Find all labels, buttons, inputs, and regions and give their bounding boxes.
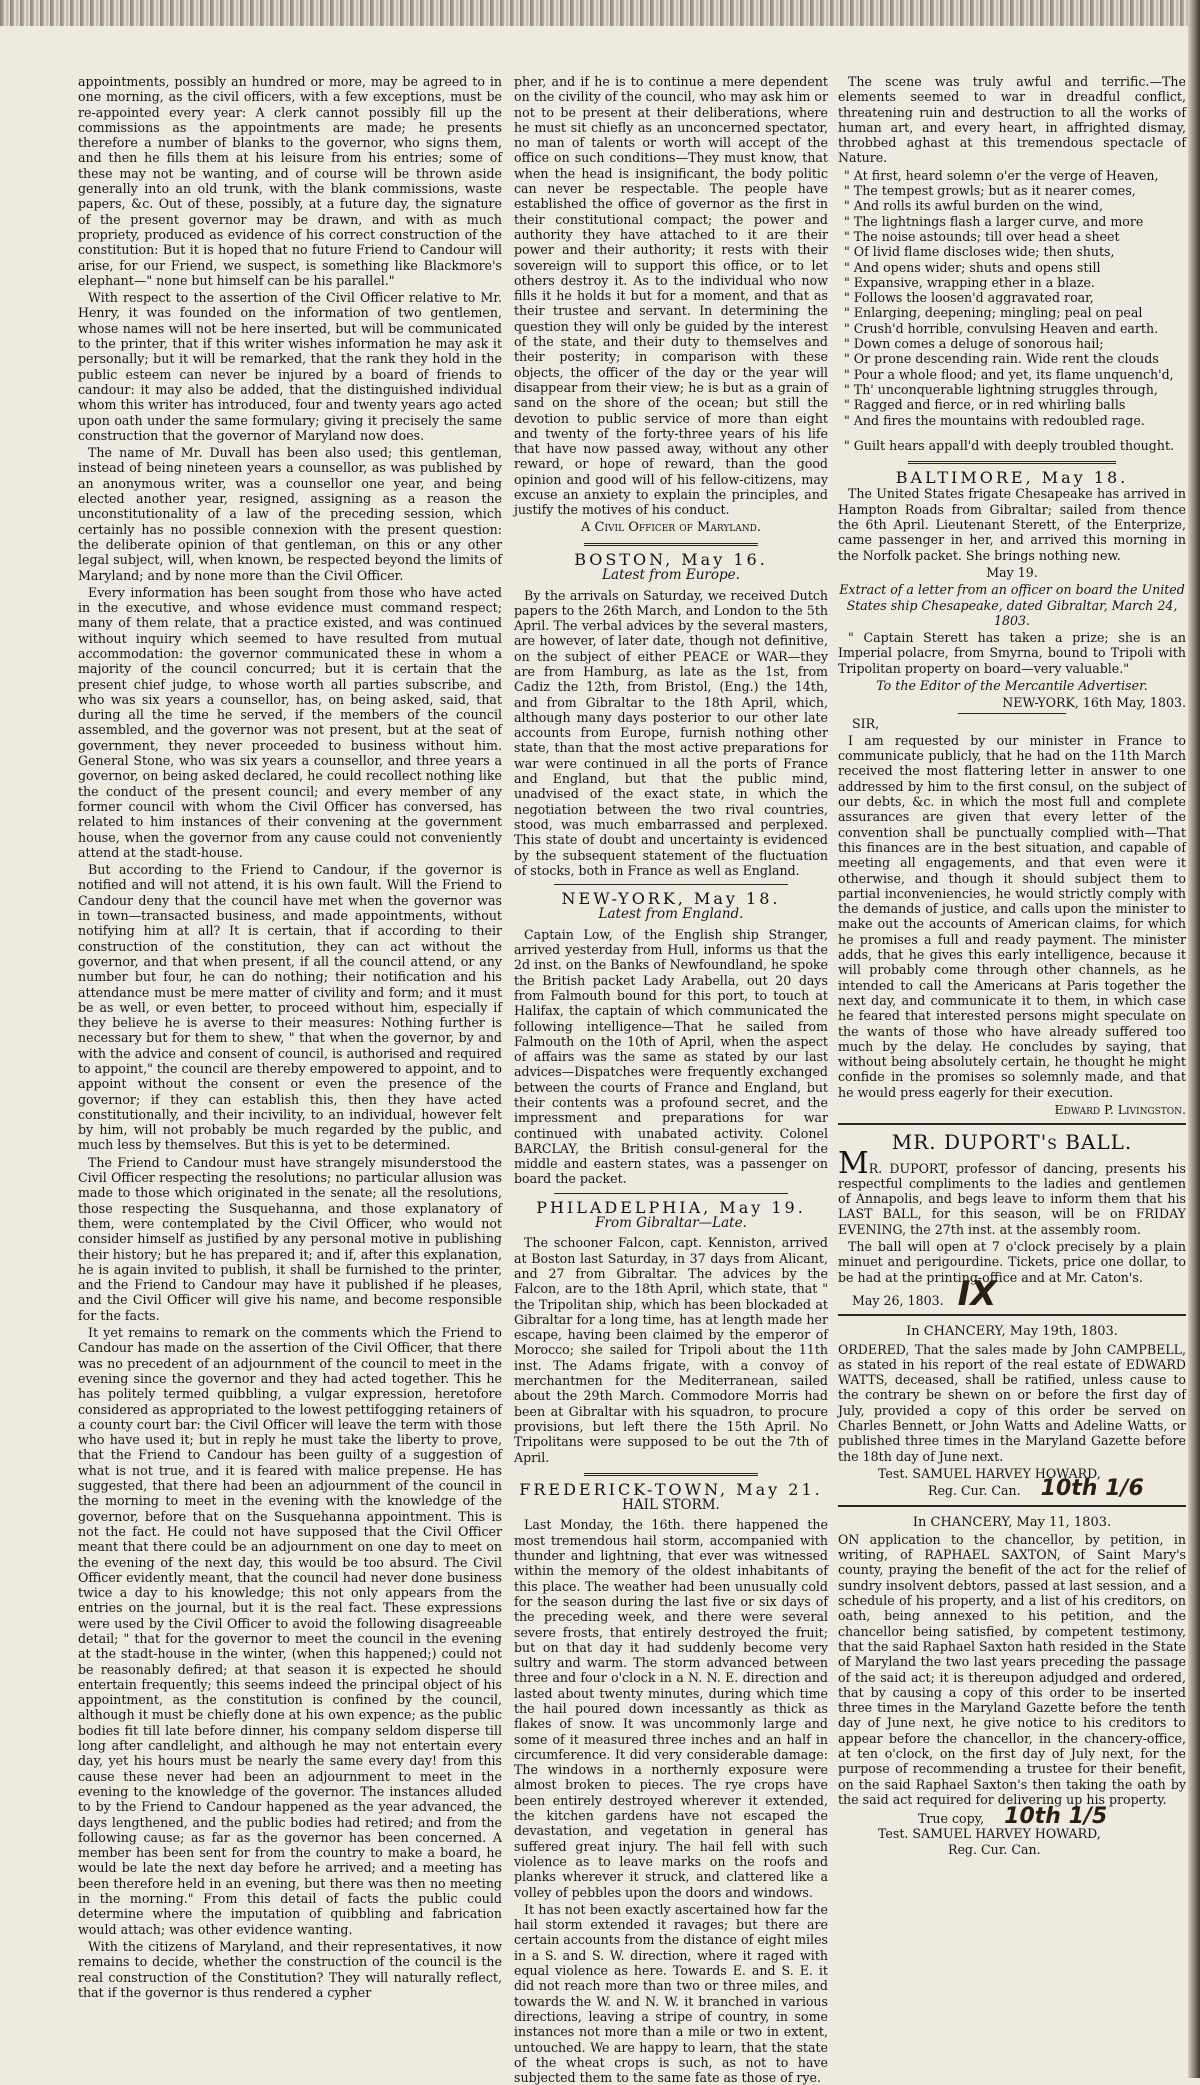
extract-title: Extract of a letter from an officer on board the United States ship Chesapeake, dated Gibraltar, March 24, 1803. [839, 582, 1185, 628]
article-paragraph: The Friend to Candour must have strangely misunderstood the Civil Officer respecting the resolutions; no particular allusion was made to those which originated in the senate; all the resolutions, those respecting the Susquehanna, and those explanatory of them, were contemplated by the Civil Officer, who would not consider himself as justified by any personal motive in publishing their history; but he has prepared it; and if, after this explanation, he is again invited to publish, it shall be furnished to the printer, and the Friend to Candour may have it published if he pleases, and the Civil Officer will give his name, and become responsible for the facts. [78, 1154, 502, 1323]
article-paragraph: Every information has been sought from those who have acted in the executive, and whose evidence must command respect; many of them relate, that a practice existed, and was continued without inquiry which seemed to have resulted from mutual accommodation: the governor communicated these in whom a majority of the council concurred; but it is certain that the present chief judge, to whose worth all parties subscribe, and who was six years a counsellor, has, on being asked, said, that during all the time he served, if the members of the council assembled, and the governor was not present, but at the seat of government, they never proceeded to business without him. General Stone, who was six years a counsellor, and three years a governor, on being asked declared, he could recollect nothing like the conduct of the present council; and every member of any former council with whom the Civil Officer has conversed, has related to him instances of their convening at the government house, when the governor from any cause could not conveniently attend at the stadt-house. [78, 584, 502, 860]
boston-text: By the arrivals on Saturday, we received Dutch papers to the 26th March, and London to the 5th April. The verbal advices by the several masters, are however, of later date, though not definitive, on the subject of either PEACE or WAR—they are from Hamburg, as late as the 1st, from Cadiz the 12th, from Bristol, (Eng.) the 14th, and from Gibraltar to the 18th April, which, although many days posterior to our other late accounts from Europe, furnish nothing other state, than that the most active preparations for war were continued in all the ports of France and England, but that the public mind, unadvised of the exact state, in which the negotiation between the two rival countries, stood, was much embarrassed and perplexed. This state of doubt and uncertainty is evidenced by the subsequent statement of the fluctuation of stocks, both in France as well as England. [514, 587, 828, 878]
editor-line: To the Editor of the Mercantile Advertiser. [876, 677, 1148, 693]
poem-line: " The noise astounds; till over head a sheet [844, 228, 1120, 244]
dupont-ad [838, 1123, 1186, 1314]
poem-line: " Crush'd horrible, convulsing Heaven and earth. [844, 320, 1159, 336]
frederick-dateline: FREDERICK-TOWN, May 21. [519, 1479, 823, 1499]
boston-dateline: BOSTON, May 16. [574, 549, 768, 569]
torn-top-edge [0, 0, 1200, 26]
dupont-ad-body: MR. DUPORT, professor of dancing, presents his respectful compliments to the ladies and gentlemen of Annapolis, and begs leave to inform them that his LAST BALL, for this season, will be on FRIDAY EVENING, the 27th inst. at the assembly room. [838, 1145, 1186, 1237]
poem-line: " Follows the loosen'd aggravated roar, [844, 290, 1094, 306]
poem-line: " Ragged and fierce, or in red whirling balls [844, 397, 1126, 413]
section-divider [908, 461, 1116, 464]
newyork-subhead: Latest from England. [598, 906, 744, 923]
frederick-subhead: HAIL STORM. [622, 1497, 720, 1514]
boston-subhead: Latest from Europe. [602, 567, 740, 584]
extract-quote: " Captain Sterett has taken a prize; she is an Imperial polacre, from Smyrna, bound to Tripoli with Tripolitan property on board—very valuable." [838, 630, 1186, 676]
column-2 [514, 74, 828, 2085]
section-divider [584, 543, 758, 546]
poem-line: " And fires the mountains with redoubled rage. [844, 412, 1145, 428]
section-divider [554, 1193, 788, 1194]
chancery-2-heading: In CHANCERY, May 11, 1803. [912, 1514, 1112, 1530]
civil-officer-signature: A Civil Officer of Maryland. [581, 519, 761, 535]
handwritten-mark: 10th 1/6 [1040, 1476, 1144, 1502]
poem-line: " Th' unconquerable lightning struggles through, [844, 381, 1158, 397]
chancery-1-heading: In CHANCERY, May 19th, 1803. [906, 1324, 1118, 1340]
frederick-text: Last Monday, the 16th. there happened the most tremendous hail storm, accompanied with thunder and lightning, that ever was witnessed within the memory of the oldest inhabitants of this place. The weather had been unusually cold for the season during the last five or six days of the preceding week, and there were several severe frosts, that entirely destroyed the fruit; but on that day it had suddenly become very sultry and warm. The storm advanced between three and four o'clock in a N. N. E. direction and lasted about twenty minutes, during which time the hail poured down incessantly as thick as flakes of snow. It was uncommonly large and some of it measured three inches and an half in circumference. It did very considerable damage: The windows in a northernly exposure were almost broken to pieces. The rye crops have been entirely destroyed wherever it extended, the kitchen gardens have not escaped the devastation, and vegetation in general has suffered great injury. The hail fell with such violence as to leave marks on the roofs and planks wherever it struck, and clattered like a volley of pebbles upon the doors and windows. [514, 1517, 828, 1900]
newyork-dateline: NEW-YORK, May 18. [561, 889, 781, 909]
newyork-text: Captain Low, of the English ship Stranger, arrived yesterday from Hull, informs us that the 2d inst. on the Banks of Newfoundland, he spoke the British packet Lady Arabella, out 20 days from Falmouth bound for this port, to touch at Halifax, the captain of which communicated the following intelligence—That he sailed from Falmouth on the 10th of April, when the aspect of affairs was the same as stated by our last advices—Dispatches were frequently exchanged between the courts of France and England, but their contents was a profound secret, and the impressment and preparations for war continued with unabated activity. Colonel BARCLAY, the British consul-general for the middle and eastern states, was a passenger on board the packet. [514, 926, 828, 1187]
chancery-2-reg: Reg. Cur. Can. [948, 1841, 1041, 1857]
poem-line: " The lightnings flash a larger curve, and more [844, 213, 1144, 229]
chancery-1-test: Test. SAMUEL HARVEY HOWARD, [878, 1465, 1101, 1481]
poem-line: " At first, heard solemn o'er the verge of Heaven, [844, 167, 1159, 183]
poem-line: " Guilt hears appall'd with deeply troubled thought. [844, 437, 1175, 453]
newyork-letter-date: NEW-YORK, 16th May, 1803. [1002, 695, 1186, 711]
chancery-2-body: ON application to the chancellor, by petition, in writing, of RAPHAEL SAXTON, of Saint Mary's county, praying the benefit of the act for the relief of sundry insolvent debtors, passed at last session, and a schedule of his property, and a list of his creditors, on oath, being annexed to his petition, and the chancellor being satisfied, by competent testimony, that the said Raphael Saxton hath resided in the State of Maryland the two last years preceding the passage of the said act; it is thereupon adjudged and ordered, that by causing a copy of this order to be inserted three times in the Maryland Gazette before the tenth day of June next, he give notice to his creditors to appear before the chancellor, in the chancery-office, at ten o'clock, on the first day of July next, for the purpose of recommending a trustee for their benefit, on the said Raphael Saxton's then taking the oath by the said act required for delivering up his property. [838, 1531, 1186, 1807]
article-paragraph: With respect to the assertion of the Civil Officer relative to Mr. Henry, it was founded on the information of two gentlemen, whose names will not be here inserted, but will be communicated to the printer, that if this writer wishes information he may ask it personally; but it will be remarked, that the rank they hold in the public esteem can never be injured by a board of friends to candour: it may also be added, that the distinguished individual whom this writer has introduced, four and twenty years ago acted upon oath under the same formulary; giving it precisely the same construction that the governor of Maryland now does. [78, 290, 502, 443]
livingston-signature: Edward P. Livingston. [1054, 1102, 1186, 1117]
philadelphia-subhead: From Gibraltar—Late. [595, 1215, 747, 1232]
letter-text: I am requested by our minister in France to communicate publicly, that he had on the 11th March received the most flattering letter in answer to one addressed by him to the first consul, on the subject of our debts, &c. in which the most full and complete assurances are given that every letter of the convention shall be punctually complied with—That this finances are in the best situation, and capable of meeting all engagements, and that even were it otherwise, and though it should subject them to partial inconveniencies, he would strictly comply with the demands of justice, and calls upon the minister to make out the accounts of American claims, for which he promises a full and ready payment. The minister adds, that he gives this early intelligence, because it will probably come through other channels, as he intended to call the Americans at Paris together the next day, and communicate it to them, in which case he feared that interested persons might speculate on the wants of those who have already suffered too much by the delay. He concludes by saying, that without being absolutely certain, he thought he might confide in the promises so solemnly made, and that he would press eagerly for their execution. [838, 732, 1186, 1100]
storm-poem [838, 168, 1186, 453]
philadelphia-text: The schooner Falcon, capt. Kenniston, arrived at Boston last Saturday, in 37 days from Alicant, and 27 from Gibraltar. The advices by the Falcon, are to the 18th April, which state, that " the Tripolitan ship, which has been blockaded at Gibraltar for a long time, has at length made her escape, having been claimed by the emperor of Morocco; she sailed for Tripoli about the 11th inst. The Adams frigate, with a convoy of merchantmen for the Mediterranean, sailed about the 29th March. Commodore Morris had been at Gibraltar with his squadron, to procure provisions, but left there the 15th April. No Tripolitans were supposed to be out the 7th of April. [514, 1235, 828, 1465]
poem-line: " And opens wider; shuts and opens still [844, 259, 1101, 275]
dupont-ad-title: MR. DUPORT's BALL. [891, 1130, 1133, 1155]
article-paragraph: But according to the Friend to Candour, if the governor is notified and will not attend, it is his own fault. Will the Friend to Candour deny that the council have met when the governor was in town—transacted business, and made appointments, without notifying him at all? It is certain, that if according to their construction of the constitution, they can act without the governor, and that when present, if all the council attend, or any number but four, he can do nothing; their notification and his attendance must be mere matter of civility and form; and it must be as well, or even better, to proceed without him, especially if they believe he is averse to their measures: Nothing further is necessary but for them to shew, " that when the governor, by and with the advice and consent of council, is authorised and required to appoint," the council are thereby empowered to appoint, and to appoint without the consent or even the presence of the governor; if they can establish this, then they have acted constitutionally, and their incivility, to an individual, however felt by him, will not probably be much regarded by the public, and much less by themselves. But this is yet to be determined. [78, 862, 502, 1153]
article-paragraph: The name of Mr. Duvall has been also used; this gentleman, instead of being nineteen years a counsellor, as was published by an anonymous writer, was a counsellor one year, and being elected another year, resigned, assigning as a reason the unconstitutionality of a law of the preceding session, which certainly has no possible connexion with the present question: the deliberate opinion of that gentleman, on this or any other legal subject, will, when known, be respected beyond the limits of Maryland; and by none more than the Civil Officer. [78, 445, 502, 583]
chancery-2-true-copy: True copy, [918, 1811, 985, 1827]
dupont-ad-body2: The ball will open at 7 o'clock precisely by a plain minuet and perigourdine. Tickets, price one dollar, to be had at the printing-office and at Mr. Caton's. [838, 1239, 1186, 1285]
chancery-1-body: ORDERED, That the sales made by John CAMPBELL, as stated in his report of the real estate of EDWARD WATTS, deceased, shall be ratified, unless cause to the contrary be shewn on or before the first day of July, provided a copy of this order be served on Charles Bennett, or John Watts and Adeline Watts, or published three times in the Maryland Gazette before the 18th day of June next. [838, 1341, 1186, 1464]
poem-line: " Of livid flame discloses wide; then shuts, [844, 244, 1115, 260]
dupont-ad-date: May 26, 1803. [852, 1292, 944, 1308]
philadelphia-dateline: PHILADELPHIA, May 19. [536, 1197, 806, 1217]
binding-edge [1188, 0, 1200, 2078]
poem-line: " Enlarging, deepening; mingling; peal on peal [844, 305, 1143, 321]
section-divider [958, 713, 1066, 714]
article-paragraph: appointments, possibly an hundred or more, may be agreed to in one morning, as the civil officers, with a few exceptions, must be re-appointed every year: A clerk cannot possibly fill up the commissions as the appointments are made; he presents therefore a number of blanks to the governor, who signs them, and then he fills them at his leisure from his entries; some of these may not be wanting, and of course will be thrown aside generally into an old trunk, with the blank commissions, waste papers, &c. Out of these, possibly, at a future day, the signature of the present governor may be drawn, and with as much propriety, produced as evidence of his correct construction of the constitution: But it is hoped that no future Friend to Candour will arise, for our Friend, we suspect, is something like Blackmore's elephant—" none but himself can be his parallel." [78, 74, 502, 288]
chancery-2-test: Test. SAMUEL HARVEY HOWARD, [878, 1826, 1101, 1842]
chancery-1-reg: Reg. Cur. Can. [928, 1483, 1021, 1499]
baltimore-dateline: BALTIMORE, May 18. [895, 468, 1129, 488]
poem-line: " The tempest growls; but as it nearer comes, [844, 183, 1136, 199]
article-paragraph: pher, and if he is to continue a mere dependent on the civility of the council, who may ask him or not to be present at their deliberations, where he must sit chiefly as an unconcerned spectator, no man of talents or worth will accept of the office on such conditions—They must know, that when the head is insignificant, the body politic can never be respectable. The people have established the office of governor as the first in their constitutional compact; the power and authority they have attached to it are their power and their authority; it rests with their sovereign will to support this office, or to let others destroy it. As to the individual who now fills it he holds it but for a moment, and that as their trustee and servant. In determining the question they will only be guided by the interest of the state, and their duty to themselves and their posterity; in comparison with these objects, the officer of the day or the year will disappear from their view; he is but as a grain of sand on the shore of the ocean; but still the devotion to public service of more than eight and twenty of the forty-three years of his life that have now passed away, without any other reward, or hope of reward, than the good opinion and good will of his fellow-citizens, may excuse an anxiety to explain the principles, and justify the motives of his conduct. [514, 74, 828, 518]
chancery-notice-2 [838, 1505, 1186, 1858]
frederick-text: It has not been exactly ascertained how far the hail storm extended it ravages; but there are certain accounts from the distance of eight miles in a S. and S. W. direction, where it raged with equal violence as here. Towards E. and S. E. it did not reach more than two or three miles, and towards the W. and N. W. it branched in various directions, leaving a stripe of country, in some instances not more than a mile or two in extent, untouched. We are happy to learn, that the state of the wheat crops is such, as not to have subjected them to the same fate as those of rye. [514, 1901, 828, 2085]
storm-intro: The scene was truly awful and terrific.—The elements seemed to war in dreadful conflict, threatening ruin and destruction to all the works of human art, and every heart, in affrighted dismay, throbbed aghast at this tremendous spectacle of Nature. [838, 74, 1186, 166]
section-divider [584, 1473, 758, 1476]
chancery-notice-1 [838, 1314, 1186, 1502]
handwritten-mark: IX [957, 1273, 997, 1314]
poem-line: " Down comes a deluge of sonorous hail; [844, 336, 1104, 352]
section-divider [554, 884, 788, 885]
poem-line: " Expansive, wrapping ether in a blaze. [844, 274, 1095, 290]
poem-line: " And rolls its awful burden on the wind, [844, 198, 1103, 214]
baltimore-text: The United States frigate Chesapeake has arrived in Hampton Roads from Gibraltar; sailed from thence the 6th April. Lieutenant Sterett, of the Enterprize, came passenger in her, and arrived this morning in the Norfolk packet. She brings nothing new. [838, 486, 1186, 563]
article-paragraph: It yet remains to remark on the comments which the Friend to Candour has made on the assertion of the Civil Officer, that there was no precedent of an adjournment of the council to meet in the evening since the governor and they had acted together. This he has politely termed quibbling, a vulgar expression, heretofore considered as appropriated to the lowest pettifogging retainers of a county court bar: the Civil Officer will leave the term with those who have used it; but in reply he must take the liberty to prove, that the Friend to Candour has been guilty of a suggestion of what is not true, and it is feared with malice prepense. He has suggested, that there had been an adjournment of the council in the morning to meet in the evening with the knowledge of the governor, before that on the Susquehanna appointment. This is not the fact. He could not have supposed that the Civil Officer meant that there could be an adjournment on one day to meet on the evening of the next day, this would be too absurd. The Civil Officer evidently meant, that the council had never done business twice a day to his knowledge; this not only appears from the entries on the journal, but it is the real fact. These expressions were used by the Civil Officer to avoid the following disagreeable detail; " that for the governor to meet the council in the evening at the stadt-house in the winter, (when this happened;) could not be reasonably defired; at that season it is expected he should entertain frequently; this seems indeed the principal object of his appointment, as the constitution is confined by the council, although it must be chiefly done at his own expence; as the public bodies fit till late before dinner, his company seldom disperse till long after candlelight, and although he may not entertain every day, yet his hours must be nearly the same every day! from this cause these never had been an adjournment to meet in the evening to the knowledge of the governor. The instances alluded to by the Friend to Candour happened as the year advanced, the days lengthened, and the public bodies had retired; and from the following cause; as far as the governor has been concerned. A member has been sent for from the country to make a board, he would be late the next day before he arrived; and a meeting has been therefore held in an evening, but there was then no meeting in the morning." From this detail of facts the public could determine where the imputation of quibbling and fabrication would attach; was other evidence wanting. [78, 1325, 502, 1937]
article-paragraph: With the citizens of Maryland, and their representatives, it now remains to decide, whether the construction of the council is the real construction of the Constitution? They will naturally reflect, that if the governor is thus rendered a cypher [78, 1938, 502, 2000]
handwritten-mark: 10th 1/5 [1004, 1804, 1108, 1830]
poem-line: " Or prone descending rain. Wide rent the clouds [844, 351, 1159, 367]
column-3 [838, 74, 1186, 2064]
column-1 [78, 74, 502, 2064]
salutation: SIR, [852, 715, 880, 731]
may19-date: May 19. [986, 564, 1038, 580]
poem-line: " Pour a whole flood; and yet, its flame unquench'd, [844, 366, 1174, 382]
